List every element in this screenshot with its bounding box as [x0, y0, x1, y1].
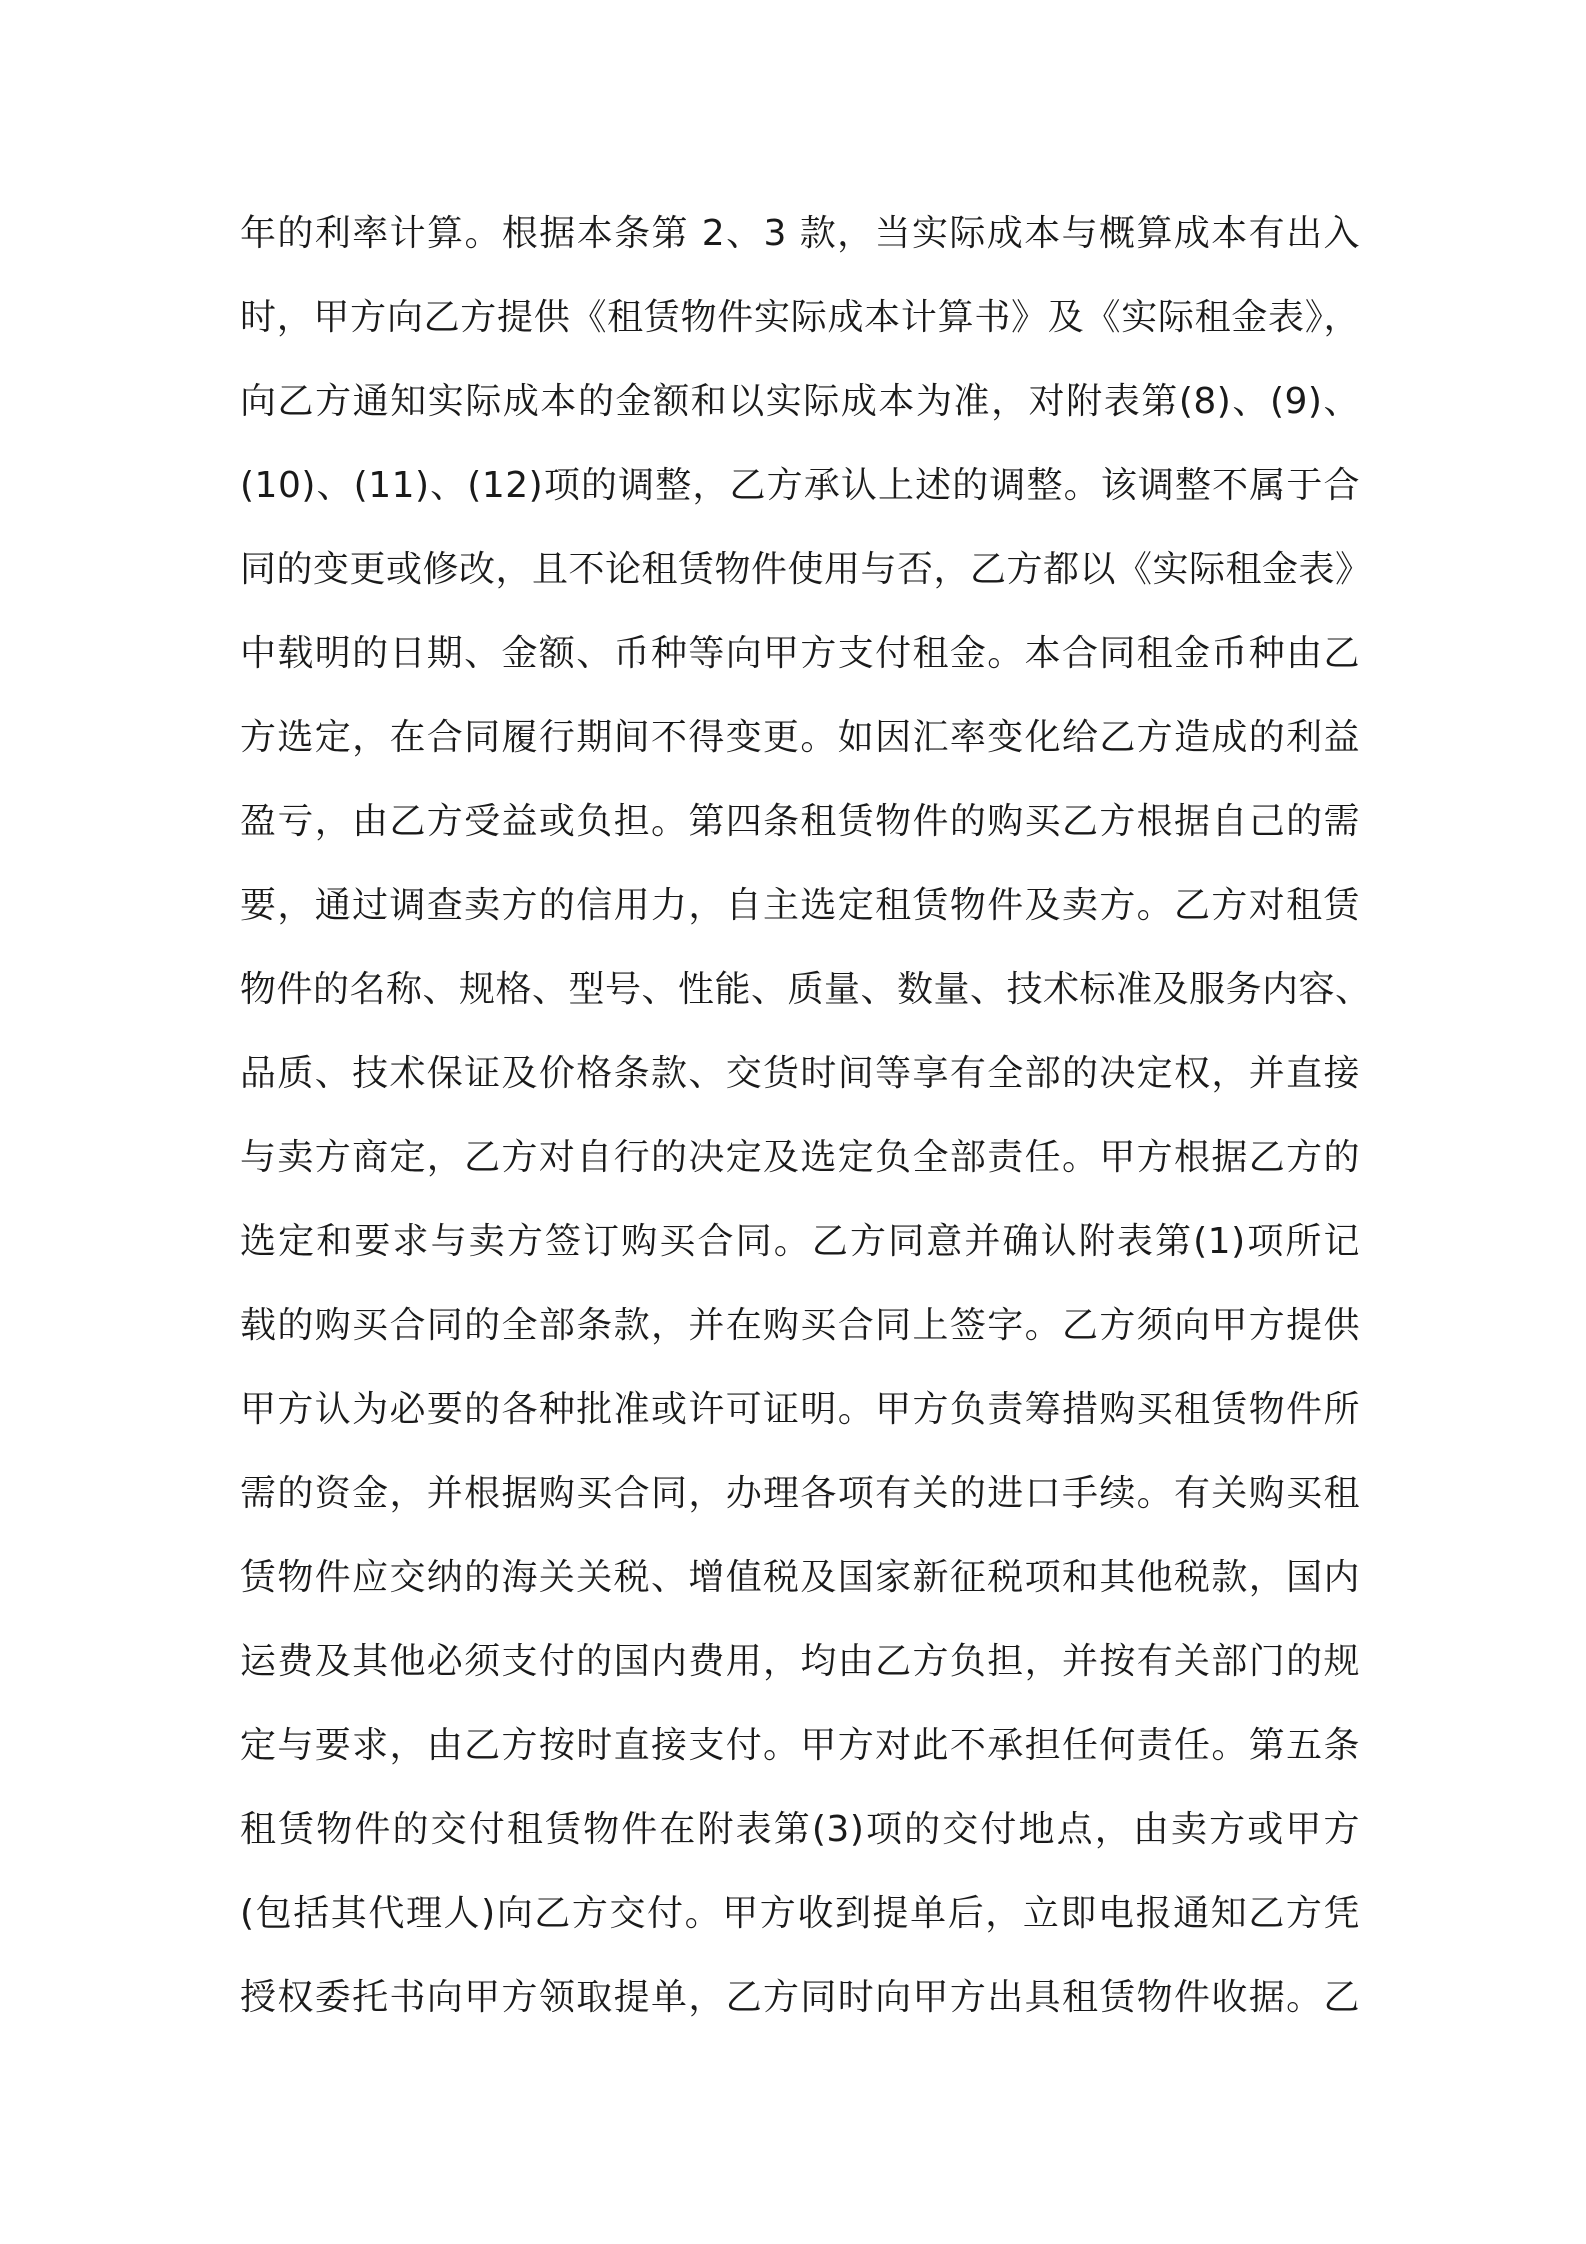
text-line: 要，通过调查卖方的信用力，自主选定租赁物件及卖方。乙方对租赁 [240, 885, 1360, 926]
text-line: 甲方认为必要的各种批准或许可证明。甲方负责筹措购买租赁物件所 [240, 1389, 1360, 1430]
text-line: 中载明的日期、金额、币种等向甲方支付租金。本合同租金币种由乙 [240, 633, 1360, 674]
text-line: 物件的名称、规格、型号、性能、质量、数量、技术标准及服务内容、 [240, 969, 1372, 1010]
text-line: 租赁物件的交付租赁物件在附表第(3)项的交付地点，由卖方或甲方 [240, 1809, 1360, 1850]
text-line: (10)、(11)、(12)项的调整，乙方承认上述的调整。该调整不属于合 [240, 465, 1360, 506]
text-line: 选定和要求与卖方签订购买合同。乙方同意并确认附表第(1)项所记 [240, 1221, 1360, 1262]
text-line: 需的资金，并根据购买合同，办理各项有关的进口手续。有关购买租 [240, 1473, 1360, 1514]
text-line: 盈亏，由乙方受益或负担。第四条租赁物件的购买乙方根据自己的需 [240, 801, 1360, 842]
text-line: 载的购买合同的全部条款，并在购买合同上签字。乙方须向甲方提供 [240, 1305, 1360, 1346]
text-line: 品质、技术保证及价格条款、交货时间等享有全部的决定权，并直接 [240, 1053, 1360, 1094]
text-line: 与卖方商定，乙方对自行的决定及选定负全部责任。甲方根据乙方的 [240, 1137, 1360, 1178]
text-line: 向乙方通知实际成本的金额和以实际成本为准，对附表第(8)、(9)、 [240, 381, 1360, 422]
text-line: 运费及其他必须支付的国内费用，均由乙方负担，并按有关部门的规 [240, 1641, 1360, 1682]
text-line: 时，甲方向乙方提供《租赁物件实际成本计算书》及《实际租金表》， [240, 297, 1360, 338]
text-line: 同的变更或修改，且不论租赁物件使用与否，乙方都以《实际租金表》 [240, 549, 1372, 590]
text-line: 年的利率计算。根据本条第 2、3 款，当实际成本与概算成本有出入 [240, 213, 1360, 254]
text-line: (包括其代理人)向乙方交付。甲方收到提单后，立即电报通知乙方凭 [240, 1893, 1360, 1934]
text-line: 赁物件应交纳的海关关税、增值税及国家新征税项和其他税款，国内 [240, 1557, 1360, 1598]
text-line: 方选定，在合同履行期间不得变更。如因汇率变化给乙方造成的利益 [240, 717, 1360, 758]
text-line: 授权委托书向甲方领取提单，乙方同时向甲方出具租赁物件收据。乙 [240, 1977, 1360, 2018]
text-line: 定与要求，由乙方按时直接支付。甲方对此不承担任何责任。第五条 [240, 1725, 1360, 1766]
contract-text-block [240, 192, 1372, 2040]
